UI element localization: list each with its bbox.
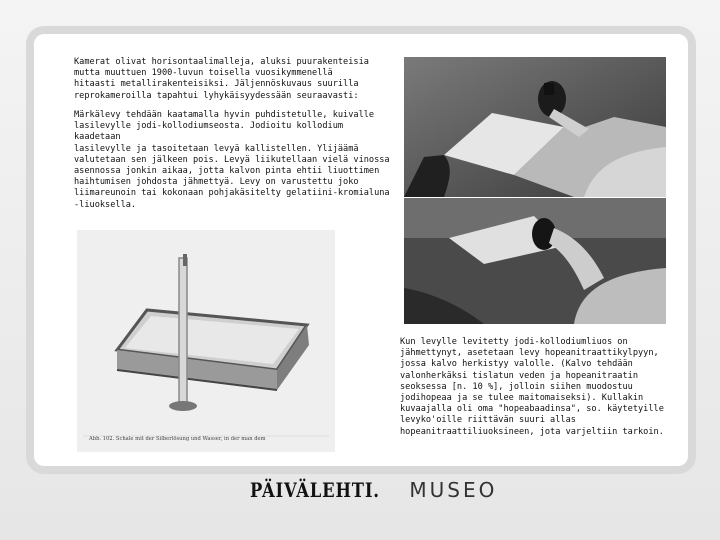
photo-silver-bath-tray: [77, 230, 335, 452]
photo-pouring-collodion: [404, 57, 666, 197]
paivalehti-museo-logo: [250, 476, 497, 504]
photo-tilting-plate: [404, 198, 666, 324]
logo-brand: PÄIVÄLEHTI.: [250, 478, 380, 502]
logo-suffix: MUSEO: [409, 478, 498, 502]
tray-caption: Abb. 102. Schale mit der Silberlösung und Wasser, in der man dem: [89, 436, 266, 442]
silver-bath-paragraph: Kun levylle levitetty jodi-kollodiumliuos on jähmettynyt, asetetaan levy hopeanitraattikylpyyn, jossa kalvo herkistyy valolle. (Kalvo tehdään valonherkäksi tislatun veden ja hopeanitraatin seoksessa [n. 10 %], jolloin siihen muodostuu jodihopeaa ja se tulee maitomaiseksi). Kullakin kuvaajalla oli oma "hopeabaadinsa", so. käytetyille levyko'oille riittävän suuri allas hopeanitraattiliuoksineen, jota varjeltiin tarkoin.: [400, 337, 664, 437]
wet-plate-paragraph: Märkälevy tehdään kaatamalla hyvin puhdistetulle, kuivalle lasilevylle jodi-kollodiumseosta. Jodioitu kollodium kaadetaan lasilevylle ja tasoitetaan levyä kallistellen. Ylijäämä valutetaan sen jälkeen pois. Levyä liikutellaan vielä vinossa asennossa jonkin aikaa, jotta kalvon pinta ehtii liuottimen haihtumisen johdosta jähmettyä. Levy on varustettu joko liimareunoin tai kokonaan pohjakäsitelty gelatiini-kromialuna -liuoksella.: [74, 110, 390, 210]
intro-text: Kamerat olivat horisontaalimalleja, aluksi puurakenteisia mutta muuttuen 1900-luvun toisella vuosikymmenellä hitaasti metallirakenteisiksi. Jäljennöskuvaus suurilla reprokameroilla tapahtui lyhykäisyydessään seuraavasti:: [74, 57, 369, 101]
